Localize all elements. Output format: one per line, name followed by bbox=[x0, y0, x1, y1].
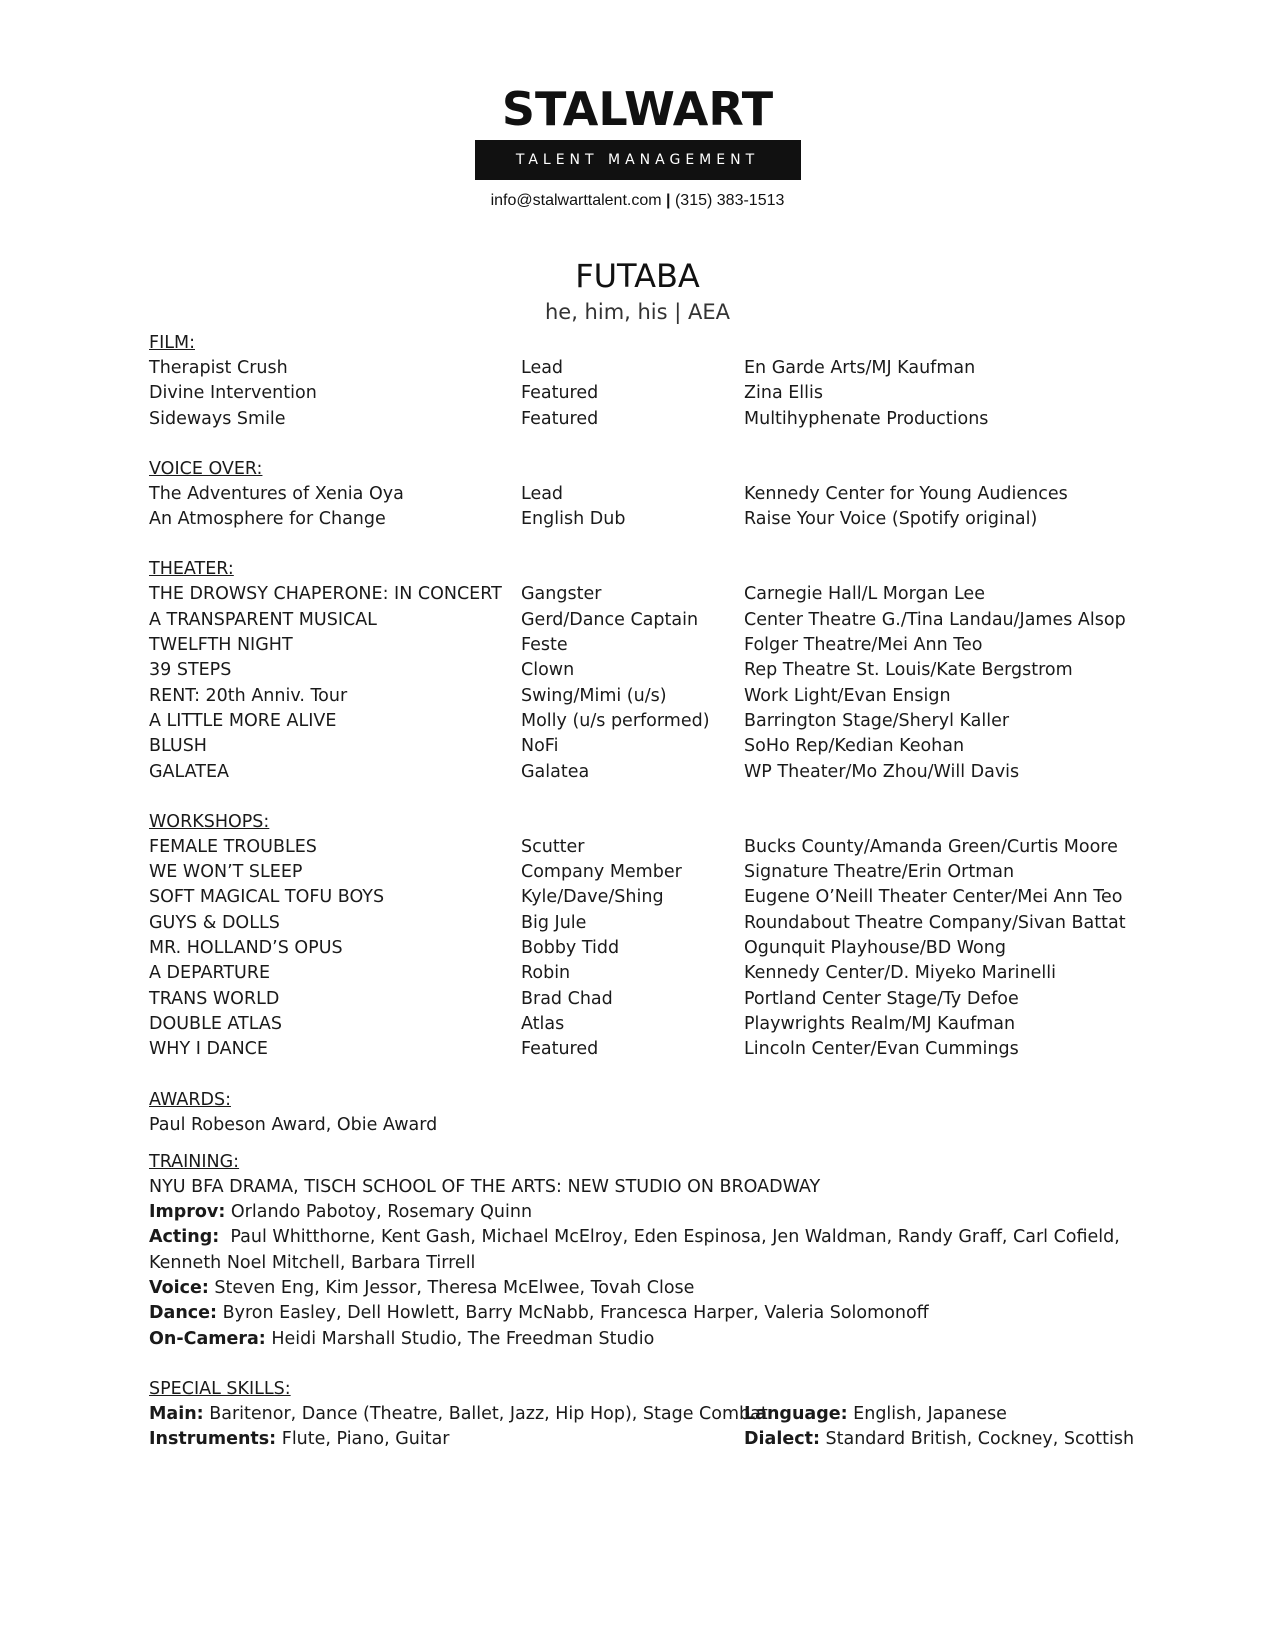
credit-role: Molly (u/s performed) bbox=[521, 710, 710, 731]
credit-row bbox=[149, 633, 1159, 658]
skills-language bbox=[744, 1402, 1007, 1427]
credit-row bbox=[149, 1012, 1159, 1037]
credit-row bbox=[149, 684, 1159, 709]
agency-logo bbox=[475, 82, 801, 180]
voice-teachers: Steven Eng, Kim Jessor, Theresa McElwee, Tovah Close bbox=[208, 1278, 695, 1299]
contact-separator: | bbox=[666, 192, 671, 209]
training-dance bbox=[149, 1301, 1159, 1326]
credit-role: English Dub bbox=[521, 509, 626, 530]
credit-role: Bobby Tidd bbox=[521, 938, 620, 959]
agency-header bbox=[0, 82, 1275, 210]
credit-company: Zina Ellis bbox=[744, 383, 823, 404]
actor-name: FUTABA bbox=[575, 257, 700, 295]
credit-row bbox=[149, 381, 1159, 406]
training-heading: TRAINING: bbox=[149, 1151, 240, 1172]
agency-name: STALWART bbox=[501, 82, 774, 136]
credit-row bbox=[149, 658, 1159, 683]
credit-title: GUYS & DOLLS bbox=[149, 912, 280, 933]
credit-company: Kennedy Center/D. Miyeko Marinelli bbox=[744, 963, 1056, 984]
credit-title: Sideways Smile bbox=[149, 408, 286, 429]
credit-role: Atlas bbox=[521, 1013, 565, 1034]
workshops-list bbox=[149, 835, 1159, 1063]
credit-title: Divine Intervention bbox=[149, 383, 317, 404]
credit-row bbox=[149, 582, 1159, 607]
credit-title: A DEPARTURE bbox=[149, 963, 271, 984]
credit-role: Featured bbox=[521, 383, 599, 404]
language-skills: English, Japanese bbox=[847, 1403, 1007, 1424]
credit-role: Swing/Mimi (u/s) bbox=[521, 685, 667, 706]
credit-title: A TRANSPARENT MUSICAL bbox=[149, 609, 377, 630]
credit-role: Clown bbox=[521, 660, 575, 681]
credit-title: BLUSH bbox=[149, 736, 207, 757]
credit-role: Scutter bbox=[521, 836, 585, 857]
credit-row bbox=[149, 507, 1159, 532]
skills-instruments bbox=[149, 1427, 450, 1452]
language-label: Language: bbox=[744, 1403, 848, 1424]
awards-text: Paul Robeson Award, Obie Award bbox=[149, 1114, 438, 1135]
on-camera-teachers: Heidi Marshall Studio, The Freedman Studio bbox=[265, 1328, 655, 1349]
credit-company: SoHo Rep/Kedian Keohan bbox=[744, 736, 965, 757]
credit-title: An Atmosphere for Change bbox=[149, 509, 386, 530]
dance-label: Dance: bbox=[149, 1303, 218, 1324]
awards-heading: AWARDS: bbox=[149, 1089, 231, 1110]
credit-row bbox=[149, 709, 1159, 734]
film-list bbox=[149, 356, 1159, 432]
actor-details: he, him, his | AEA bbox=[544, 300, 731, 324]
theater-list bbox=[149, 582, 1159, 784]
credit-title: Therapist Crush bbox=[149, 358, 288, 378]
credit-role: Kyle/Dave/Shing bbox=[521, 887, 664, 908]
credit-role: NoFi bbox=[521, 736, 559, 757]
dialect-skills: Standard British, Cockney, Scottish bbox=[819, 1429, 1135, 1450]
credit-row bbox=[149, 407, 1159, 432]
credit-company: WP Theater/Mo Zhou/Will Davis bbox=[744, 761, 1020, 782]
acting-label: Acting: bbox=[149, 1227, 220, 1248]
credit-title: The Adventures of Xenia Oya bbox=[149, 483, 404, 504]
credit-company: Portland Center Stage/Ty Defoe bbox=[744, 988, 1019, 1009]
skills-row bbox=[149, 1402, 1159, 1427]
credit-company: Kennedy Center for Young Audiences bbox=[744, 483, 1068, 504]
credit-title: THE DROWSY CHAPERONE: IN CONCERT bbox=[149, 584, 502, 605]
credit-row bbox=[149, 1037, 1159, 1062]
credit-company: Barrington Stage/Sheryl Kaller bbox=[744, 710, 1010, 731]
credit-company: Raise Your Voice (Spotify original) bbox=[744, 509, 1038, 530]
credit-title: TWELFTH NIGHT bbox=[149, 635, 293, 656]
instruments-label: Instruments: bbox=[149, 1429, 277, 1450]
agency-contact bbox=[0, 192, 1275, 210]
dance-teachers: Byron Easley, Dell Howlett, Barry McNabb, Francesca Harper, Valeria Solomonoff bbox=[217, 1303, 929, 1324]
credit-row bbox=[149, 987, 1159, 1012]
credit-row bbox=[149, 356, 1159, 381]
skills-main bbox=[149, 1402, 768, 1427]
credit-company: Carnegie Hall/L Morgan Lee bbox=[744, 584, 985, 605]
credit-title: DOUBLE ATLAS bbox=[149, 1013, 282, 1034]
credit-role: Gerd/Dance Captain bbox=[521, 609, 699, 630]
credit-title: FEMALE TROUBLES bbox=[149, 836, 317, 857]
credit-title: 39 STEPS bbox=[149, 660, 232, 681]
credit-row bbox=[149, 911, 1159, 936]
improv-teachers: Orlando Pabotoy, Rosemary Quinn bbox=[225, 1202, 533, 1223]
instruments-skills: Flute, Piano, Guitar bbox=[276, 1429, 450, 1450]
credit-row bbox=[149, 961, 1159, 986]
credit-company: Signature Theatre/Erin Ortman bbox=[744, 862, 1015, 883]
credit-row bbox=[149, 936, 1159, 961]
special-skills-heading: SPECIAL SKILLS: bbox=[149, 1378, 291, 1399]
credit-role: Lead bbox=[521, 358, 564, 378]
credit-role: Company Member bbox=[521, 862, 682, 883]
training-school: NYU BFA DRAMA, TISCH SCHOOL OF THE ARTS: NEW STUDIO ON BROADWAY bbox=[149, 1176, 821, 1197]
training-voice bbox=[149, 1276, 1159, 1301]
credit-row bbox=[149, 608, 1159, 633]
credit-row bbox=[149, 482, 1159, 507]
skills-dialect bbox=[744, 1427, 1134, 1452]
credit-title: MR. HOLLAND’S OPUS bbox=[149, 938, 343, 959]
credit-company: Roundabout Theatre Company/Sivan Battat bbox=[744, 912, 1126, 933]
training-acting-cont: Kenneth Noel Mitchell, Barbara Tirrell bbox=[149, 1252, 476, 1273]
workshops-heading: WORKSHOPS: bbox=[149, 811, 270, 832]
credit-company: En Garde Arts/MJ Kaufman bbox=[744, 358, 976, 378]
credit-company: Eugene O’Neill Theater Center/Mei Ann Teo bbox=[744, 887, 1123, 908]
voice-over-list bbox=[149, 482, 1159, 533]
credit-company: Work Light/Evan Ensign bbox=[744, 685, 951, 706]
credit-company: Center Theatre G./Tina Landau/James Alsop bbox=[744, 609, 1126, 630]
credit-company: Lincoln Center/Evan Cummings bbox=[744, 1039, 1019, 1060]
voice-label: Voice: bbox=[149, 1278, 209, 1299]
theater-heading: THEATER: bbox=[149, 559, 234, 580]
credit-role: Feste bbox=[521, 635, 568, 656]
credit-row bbox=[149, 734, 1159, 759]
credit-role: Featured bbox=[521, 1039, 599, 1060]
credit-title: TRANS WORLD bbox=[149, 988, 280, 1009]
credit-company: Folger Theatre/Mei Ann Teo bbox=[744, 635, 983, 656]
agency-email: info@stalwarttalent.com bbox=[490, 192, 662, 209]
agency-phone: (315) 383-1513 bbox=[674, 192, 785, 209]
credit-role: Galatea bbox=[521, 761, 590, 782]
main-skills: Baritenor, Dance (Theatre, Ballet, Jazz, Hip Hop), Stage Combat bbox=[203, 1403, 768, 1424]
training-acting bbox=[149, 1225, 1159, 1250]
agency-tagline: TALENT MANAGEMENT bbox=[475, 140, 801, 180]
credit-company: Rep Theatre St. Louis/Kate Bergstrom bbox=[744, 660, 1073, 681]
credit-title: A LITTLE MORE ALIVE bbox=[149, 710, 337, 731]
credit-role: Brad Chad bbox=[521, 988, 613, 1009]
training-on-camera bbox=[149, 1327, 1159, 1352]
resume-body bbox=[149, 331, 1159, 1453]
improv-label: Improv: bbox=[149, 1202, 226, 1223]
credit-row bbox=[149, 835, 1159, 860]
acting-teachers: Paul Whitthorne, Kent Gash, Michael McElroy, Eden Espinosa, Jen Waldman, Randy Graff, Carl Cofield, bbox=[219, 1227, 1120, 1248]
credit-role: Gangster bbox=[521, 584, 602, 605]
credit-company: Multihyphenate Productions bbox=[744, 408, 989, 429]
credit-role: Lead bbox=[521, 483, 564, 504]
credit-company: Ogunquit Playhouse/BD Wong bbox=[744, 938, 1006, 959]
credit-title: SOFT MAGICAL TOFU BOYS bbox=[149, 887, 385, 908]
credit-title: WE WON’T SLEEP bbox=[149, 862, 303, 883]
training-improv bbox=[149, 1200, 1159, 1225]
credit-company: Playwrights Realm/MJ Kaufman bbox=[744, 1013, 1016, 1034]
voice-over-heading: VOICE OVER: bbox=[149, 458, 263, 479]
on-camera-label: On-Camera: bbox=[149, 1328, 266, 1349]
credit-row bbox=[149, 885, 1159, 910]
main-label: Main: bbox=[149, 1403, 204, 1424]
dialect-label: Dialect: bbox=[744, 1429, 820, 1450]
film-heading: FILM: bbox=[149, 333, 195, 353]
credit-company: Bucks County/Amanda Green/Curtis Moore bbox=[744, 836, 1118, 857]
credit-role: Featured bbox=[521, 408, 599, 429]
skills-row bbox=[149, 1427, 1159, 1452]
credit-role: Robin bbox=[521, 963, 571, 984]
credit-role: Big Jule bbox=[521, 912, 587, 933]
credit-title: RENT: 20th Anniv. Tour bbox=[149, 685, 348, 706]
credit-title: GALATEA bbox=[149, 761, 230, 782]
credit-title: WHY I DANCE bbox=[149, 1039, 268, 1060]
credit-row bbox=[149, 860, 1159, 885]
credit-row bbox=[149, 760, 1159, 785]
